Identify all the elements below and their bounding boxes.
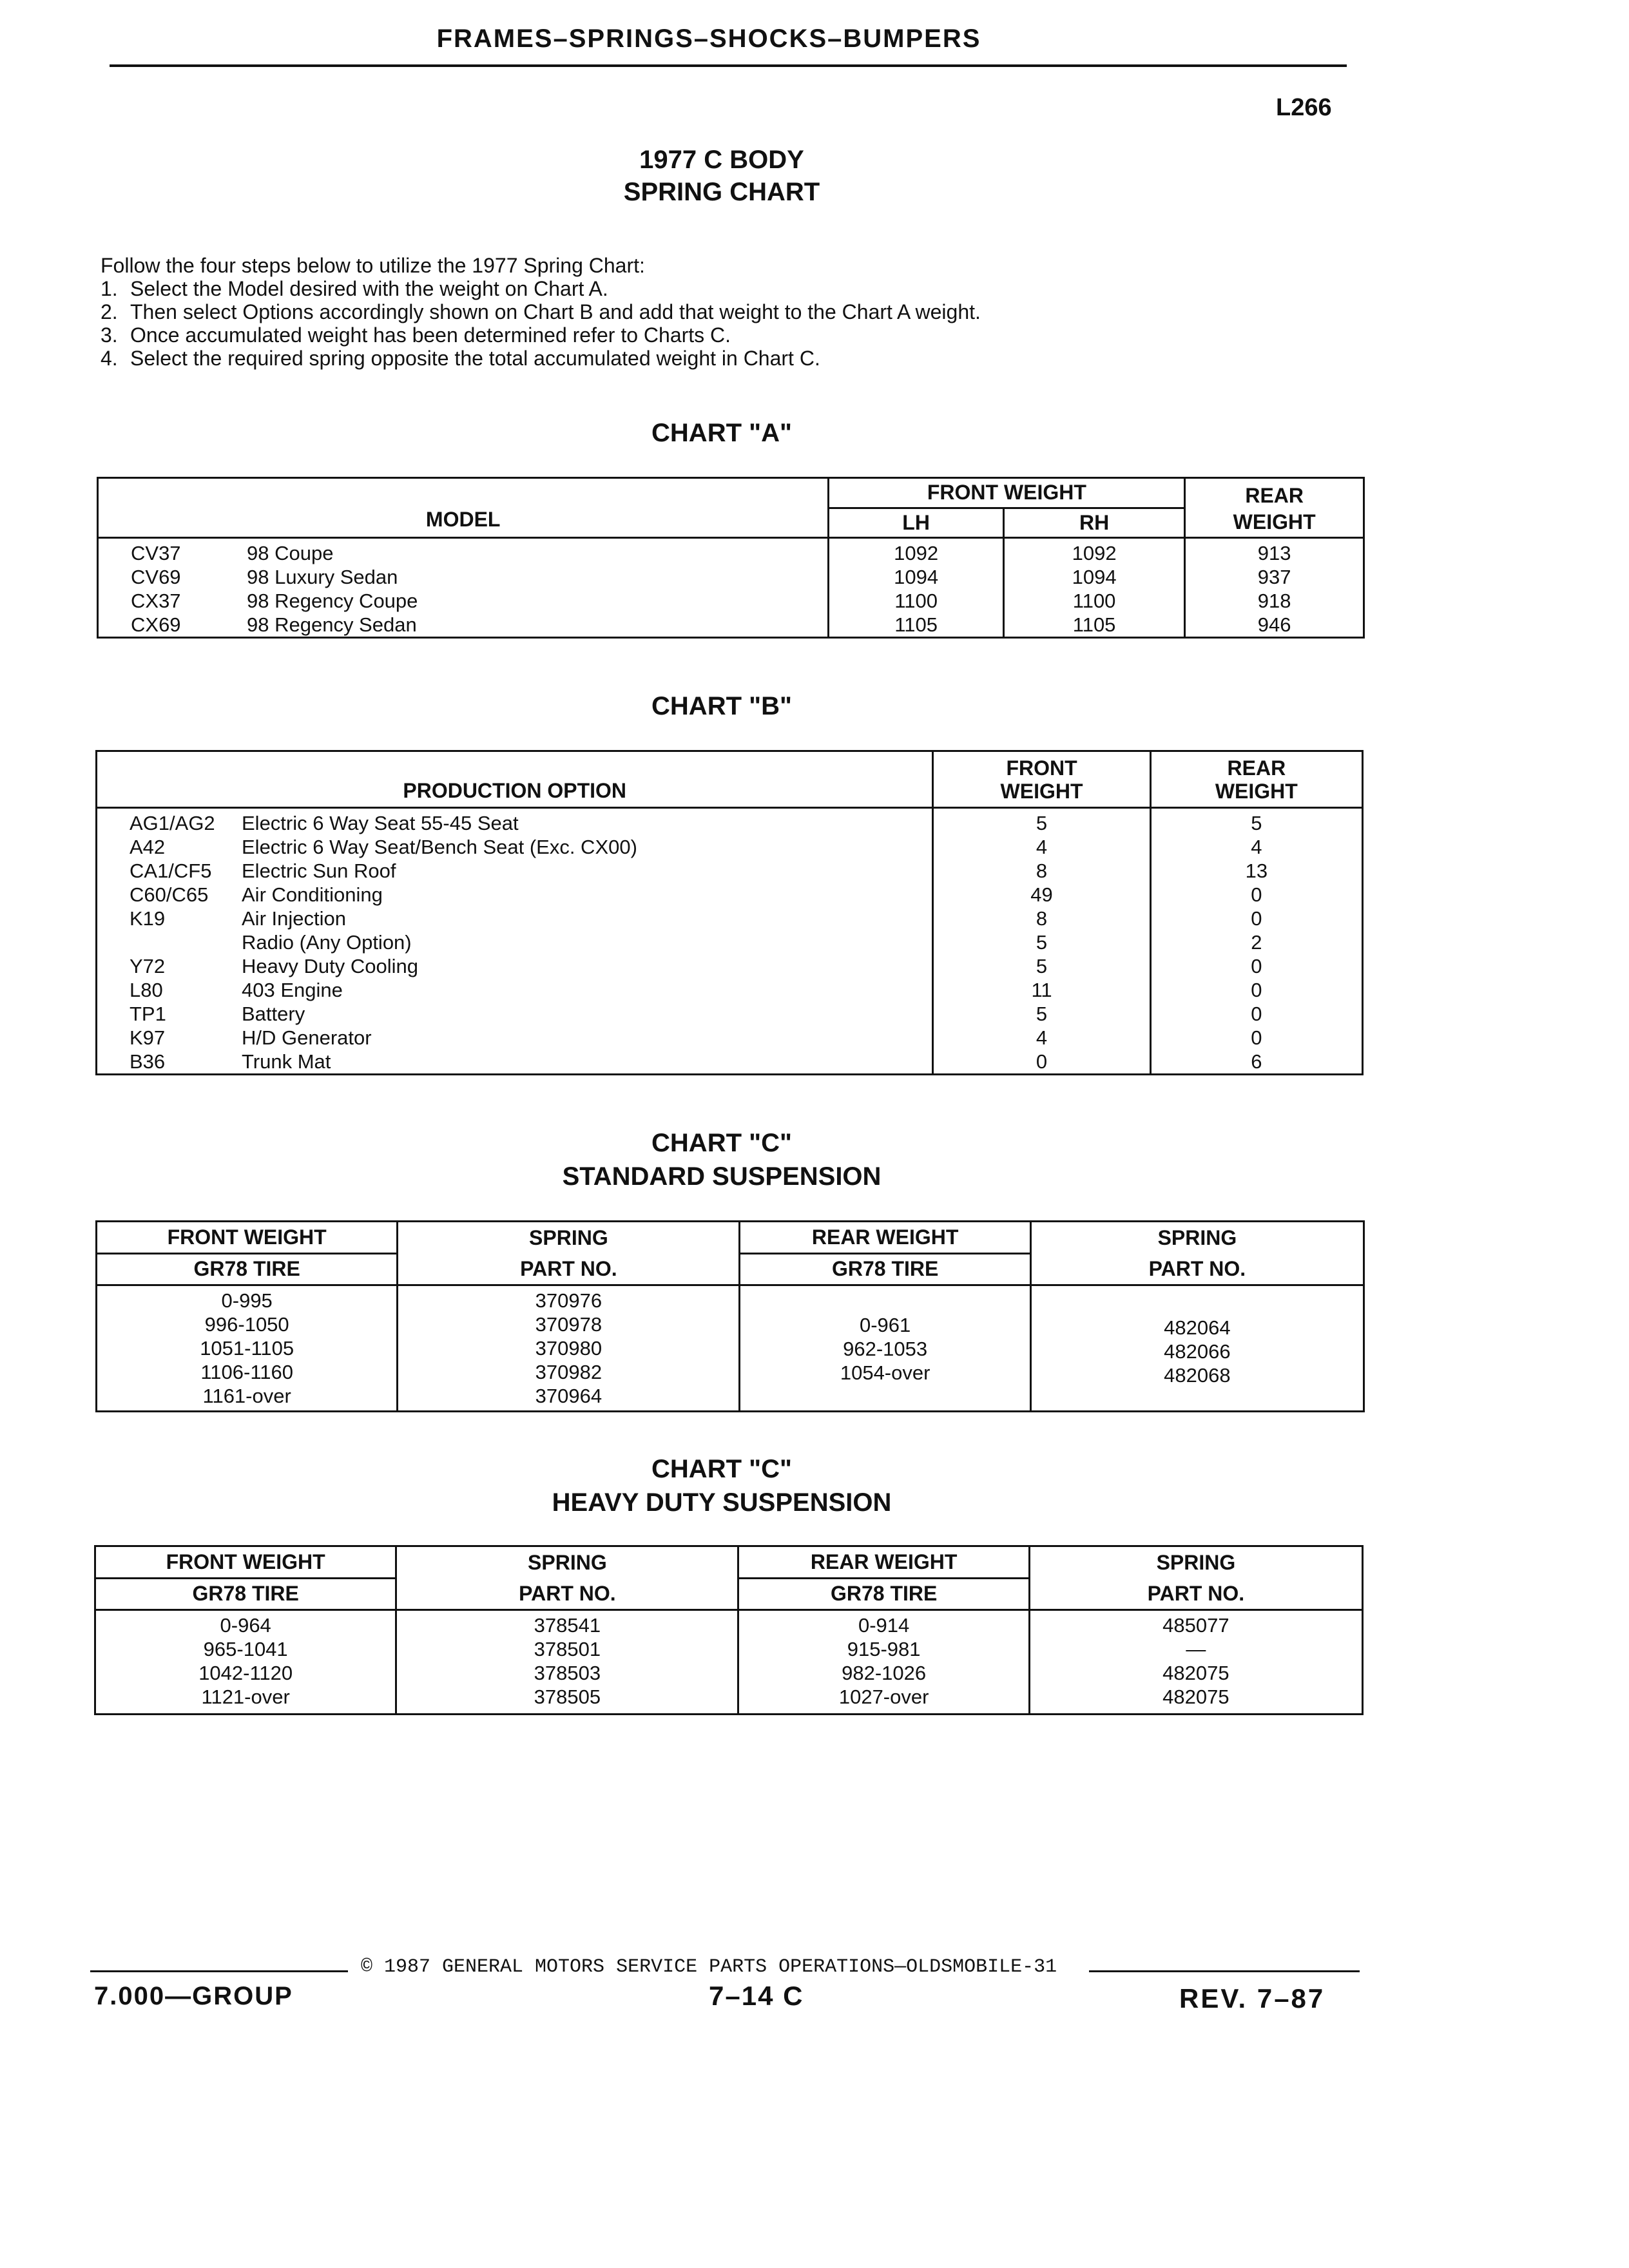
table-row: C60/C65 Air Conditioning <box>130 883 383 906</box>
chart-b-options <box>97 808 933 1075</box>
chart-a-header-rear-weight: WEIGHT <box>1185 508 1364 537</box>
chart-c-standard-title: CHART "C" <box>651 1129 792 1157</box>
instruction-step: 2. Then select Options accordingly shown on Chart B and add that weight to the Chart A weight. <box>101 300 981 323</box>
chart-c-heavy-title: CHART "C" <box>651 1455 792 1483</box>
instructions-lead: Follow the four steps below to utilize the 1977 Spring Chart: <box>101 254 645 277</box>
chart-a-header-model: MODEL <box>98 478 829 538</box>
chart-a-rear-values: 913 937 918 946 <box>1185 537 1364 637</box>
chart-a-header-rear: REAR <box>1185 478 1364 508</box>
table-row: A42 Electric 6 Way Seat/Bench Seat (Exc. CX00) <box>130 836 637 858</box>
std-header-spring-rear: SPRING PART NO. <box>1030 1222 1364 1285</box>
hd-header-front-weight: FRONT WEIGHT <box>95 1546 396 1579</box>
std-header-front-tire: GR78 TIRE <box>97 1253 398 1285</box>
hd-header-front-tire: GR78 TIRE <box>95 1578 396 1610</box>
std-front-parts: 370976 370978 370980 370982 370964 <box>398 1285 740 1412</box>
chart-a-rh-values: 1092 1094 1100 1105 <box>1003 537 1184 637</box>
table-row: B36 Trunk Mat <box>130 1050 331 1073</box>
table-row: L80 403 Engine <box>130 979 343 1001</box>
std-header-spring: SPRING PART NO. <box>398 1222 740 1285</box>
chart-c-standard-table <box>95 1220 1365 1412</box>
hd-rear-parts: 485077 — 482075 482075 <box>1029 1610 1362 1715</box>
table-row: CV37 98 Coupe <box>131 541 334 564</box>
hd-header-rear-tire: GR78 TIRE <box>738 1578 1029 1610</box>
hd-front-weights: 0-964 965-1041 1042-1120 1121-over <box>95 1610 396 1715</box>
chart-b-header-option: PRODUCTION OPTION <box>97 751 933 808</box>
table-row: Y72 Heavy Duty Cooling <box>130 955 418 977</box>
instruction-step: 1. Select the Model desired with the weight on Chart A. <box>101 277 608 300</box>
table-row: AG1/AG2 Electric 6 Way Seat 55-45 Seat <box>130 812 519 834</box>
chart-c-heavy-table <box>94 1545 1364 1715</box>
chart-a-header-front-weight: FRONT WEIGHT <box>829 478 1185 508</box>
footer-page-number: 7–14 C <box>709 1981 804 2011</box>
section-title: FRAMES–SPRINGS–SHOCKS–BUMPERS <box>436 24 981 53</box>
chart-b-rear-values: 5 4 13 0 0 2 0 0 0 0 6 <box>1150 808 1362 1075</box>
footer-revision: REV. 7–87 <box>1179 1983 1325 2013</box>
chart-a-models <box>98 537 829 637</box>
table-row: Radio (Any Option) <box>242 931 412 954</box>
instructions-steps <box>101 277 1325 370</box>
instructions <box>101 254 1325 370</box>
footer-copyright: © 1987 GENERAL MOTORS SERVICE PARTS OPERATIONS—OLDSMOBILE-31 <box>361 1956 1057 1978</box>
hd-rear-weights: 0-914 915-981 982-1026 1027-over <box>738 1610 1029 1715</box>
std-front-weights: 0-995 996-1050 1051-1105 1106-1160 1161-over <box>97 1285 398 1412</box>
std-header-front-weight: FRONT WEIGHT <box>97 1222 398 1254</box>
chart-c-heavy-subtitle: HEAVY DUTY SUSPENSION <box>552 1488 892 1517</box>
std-header-rear-tire: GR78 TIRE <box>740 1253 1030 1285</box>
std-rear-weights: 0-961 962-1053 1054-over <box>740 1285 1030 1412</box>
table-row: K19 Air Injection <box>130 907 346 930</box>
hd-header-spring: SPRING PART NO. <box>396 1546 738 1610</box>
chart-a-header-rh: RH <box>1003 508 1184 537</box>
std-header-rear-weight: REAR WEIGHT <box>740 1222 1030 1254</box>
page-title-line-1: 1977 C BODY <box>639 146 804 174</box>
chart-b-table <box>95 750 1364 1075</box>
chart-a-title: CHART "A" <box>651 419 792 447</box>
hd-front-parts: 378541 378501 378503 378505 <box>396 1610 738 1715</box>
table-row: K97 H/D Generator <box>130 1026 372 1049</box>
instruction-step: 4. Select the required spring opposite the total accumulated weight in Chart C. <box>101 347 820 370</box>
chart-b-title: CHART "B" <box>651 692 792 720</box>
table-row: CX37 98 Regency Coupe <box>131 589 418 612</box>
chart-b-front-values: 5 4 8 49 8 5 5 11 5 4 0 <box>933 808 1150 1075</box>
footer-rule-right <box>1089 1970 1360 1972</box>
hd-header-rear-weight: REAR WEIGHT <box>738 1546 1029 1579</box>
table-row: TP1 Battery <box>130 1003 305 1025</box>
instruction-step: 3. Once accumulated weight has been determined refer to Charts C. <box>101 323 731 347</box>
chart-a-header-lh: LH <box>829 508 1003 537</box>
table-row: CV69 98 Luxury Sedan <box>131 565 398 588</box>
table-row: CA1/CF5 Electric Sun Roof <box>130 860 396 882</box>
hd-header-spring-rear: SPRING PART NO. <box>1029 1546 1362 1610</box>
std-rear-parts: 482064 482066 482068 <box>1030 1285 1364 1412</box>
page-code: L266 <box>1276 94 1332 121</box>
table-row: CX69 98 Regency Sedan <box>131 613 417 636</box>
chart-a-lh-values: 1092 1094 1100 1105 <box>829 537 1003 637</box>
header-rule <box>110 64 1347 67</box>
chart-a-table <box>97 477 1365 639</box>
footer-rule-left <box>90 1970 348 1972</box>
footer-group: 7.000—GROUP <box>94 1982 293 2010</box>
chart-b-header-rear: REAR WEIGHT <box>1150 751 1362 808</box>
chart-b-header-front: FRONT WEIGHT <box>933 751 1150 808</box>
page-title-line-2: SPRING CHART <box>623 178 820 206</box>
chart-c-standard-subtitle: STANDARD SUSPENSION <box>562 1162 882 1191</box>
